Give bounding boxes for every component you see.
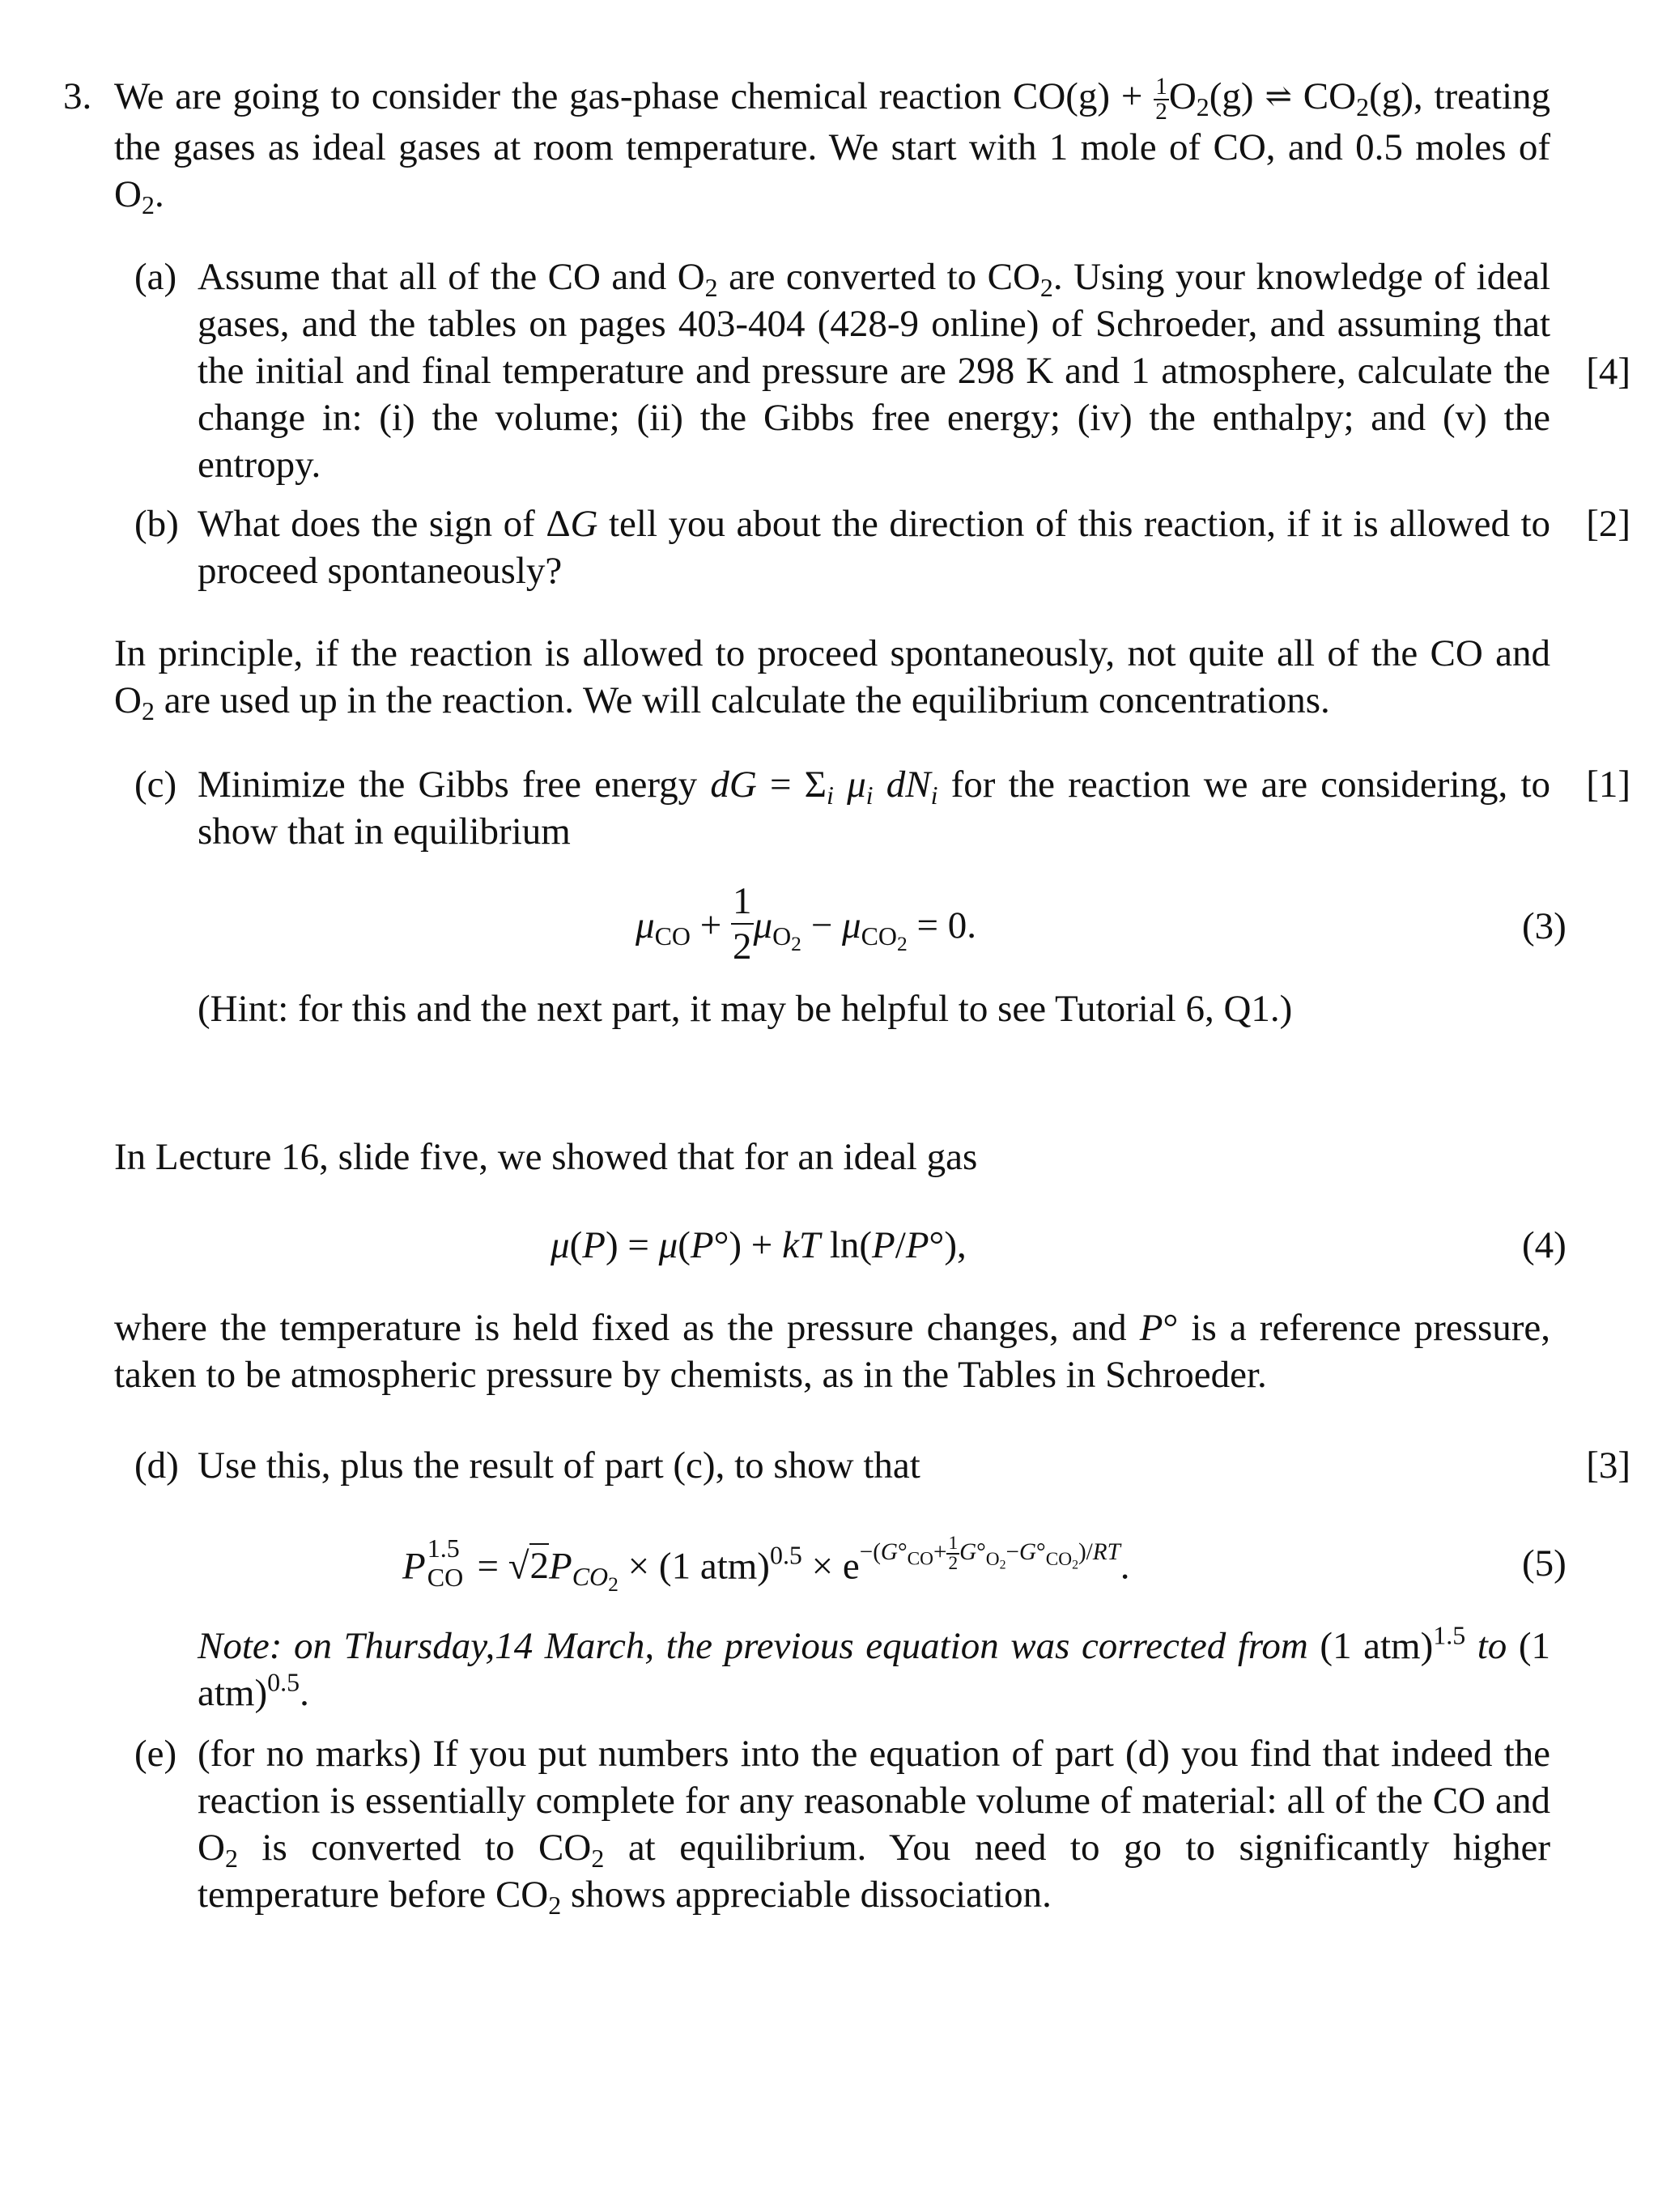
equation-5-number: (5) (1522, 1542, 1567, 1585)
part-a-text: Assume that all of the CO and $O_2$ are converted to $CO_2$. Using your knowledge of ideal gases, and the tables on pages 403-404 (428-9 online) of Schroeder, and assuming that the initial and final temperature and pressure are 298 K and 1 atmosphere, calculate the change in: (i) the volume; (ii) the Gibbs free energy; (iv) the enthalpy; and (v) the entropy. (198, 256, 1551, 486)
part-b-text: What does the sign of ΔG tell you about the direction of this reaction, if it is allowed to proceed spontaneously? (198, 503, 1551, 592)
part-b-label: (b) (134, 503, 179, 545)
equation-4-number: (4) (1522, 1224, 1567, 1266)
part-c-label: (c) (134, 764, 177, 806)
part-c-text: Minimize the Gibbs free energy dG = $\Sigma_i$ $\mu_i$ $dN_i$ for the reaction we are considering, to show that in equilibrium (198, 764, 1550, 853)
equilibrium-arrow: ⇌ (1265, 78, 1292, 115)
question-intro: We are going to consider the gas-phase chemical reaction CO(g) + $\frac{1}{2}$ $O_2(g)$ ⇌ $CO_2(g)$, treating the gases as ideal gases at room temperature. We start with 1 mole of CO, and 0.5 moles of $O_2$. (114, 74, 1551, 220)
part-a-marks: [4] (1586, 351, 1630, 393)
question-number: 3. (63, 75, 92, 117)
part-b-marks: [2] (1586, 503, 1630, 545)
equation-3-number: (3) (1522, 905, 1567, 947)
equation-5: P 1.5 CO = $√2P_{CO_2} \times (1$ $atm)^{0.5} \times e^{-(G^\circ_{CO}+ \frac{1}{2} G^\circ_{O_2}-G^\circ_{CO_2})/RT}$. (402, 1533, 1130, 1597)
part-c-marks: [1] (1586, 764, 1630, 806)
gibbs-differential: dG = $\Sigma_i$ $\mu_i$ $dN_i$ (710, 764, 938, 810)
interlude-paragraph-2: In Lecture 16, slide five, we showed that for an ideal gas (114, 1136, 978, 1178)
part-c-hint: (Hint: for this and the next part, it may be helpful to see Tutorial 6, Q1.) (198, 988, 1293, 1030)
half-fraction: $\frac{1}{2}$ (1155, 74, 1167, 125)
intro-text-line2: the gases as ideal gases at room temperature. We start with 1 mole of CO, and 0.5 moles of (114, 126, 1550, 169)
part-a-label: (a) (134, 256, 177, 298)
part-e-label: (e) (134, 1733, 177, 1775)
interlude-paragraph-1: In principle, if the reaction is allowed to proceed spontaneously, not quite all of the CO and $O_2$ are used up in the reaction. We will calculate the equilibrium concentrations. (114, 632, 1550, 725)
intro-text-prefix: We are going to consider the gas-phase chemical reaction CO(g) + (114, 75, 1154, 117)
part-d-note: Note: on Thursday,14 March, the previous equation was corrected from (1 atm)$^{1.5}$ to (1 atm)$^{0.5}$. (198, 1621, 1550, 1714)
equation-3: $\mu_{CO}$ + $\frac{1}{2}$ $\mu_{O_2} - \mu_{CO_2} = 0$. (636, 880, 976, 968)
part-e-text: (for no marks) If you put numbers into the equation of part (d) you find that indeed the reaction is essentially complete for any reasonable volume of material: all of the CO and $O_2$ is converted to $CO_2$ at equilibrium. You need to go to significantly higher temperature before $CO_2$ shows appreciable dissociation. (198, 1733, 1550, 1920)
interlude-paragraph-3: where the temperature is held fixed as the pressure changes, and P° is a reference pressure, taken to be atmospheric pressure by chemists, as in the Tables in Schroeder. (114, 1307, 1551, 1396)
part-d-marks: [3] (1586, 1444, 1630, 1487)
equation-4: μ(P) = μ(P°) + kT ln(P/P°), (551, 1224, 967, 1266)
part-d-label: (d) (134, 1444, 179, 1487)
part-d-text: Use this, plus the result of part (c), to show that (198, 1444, 920, 1487)
